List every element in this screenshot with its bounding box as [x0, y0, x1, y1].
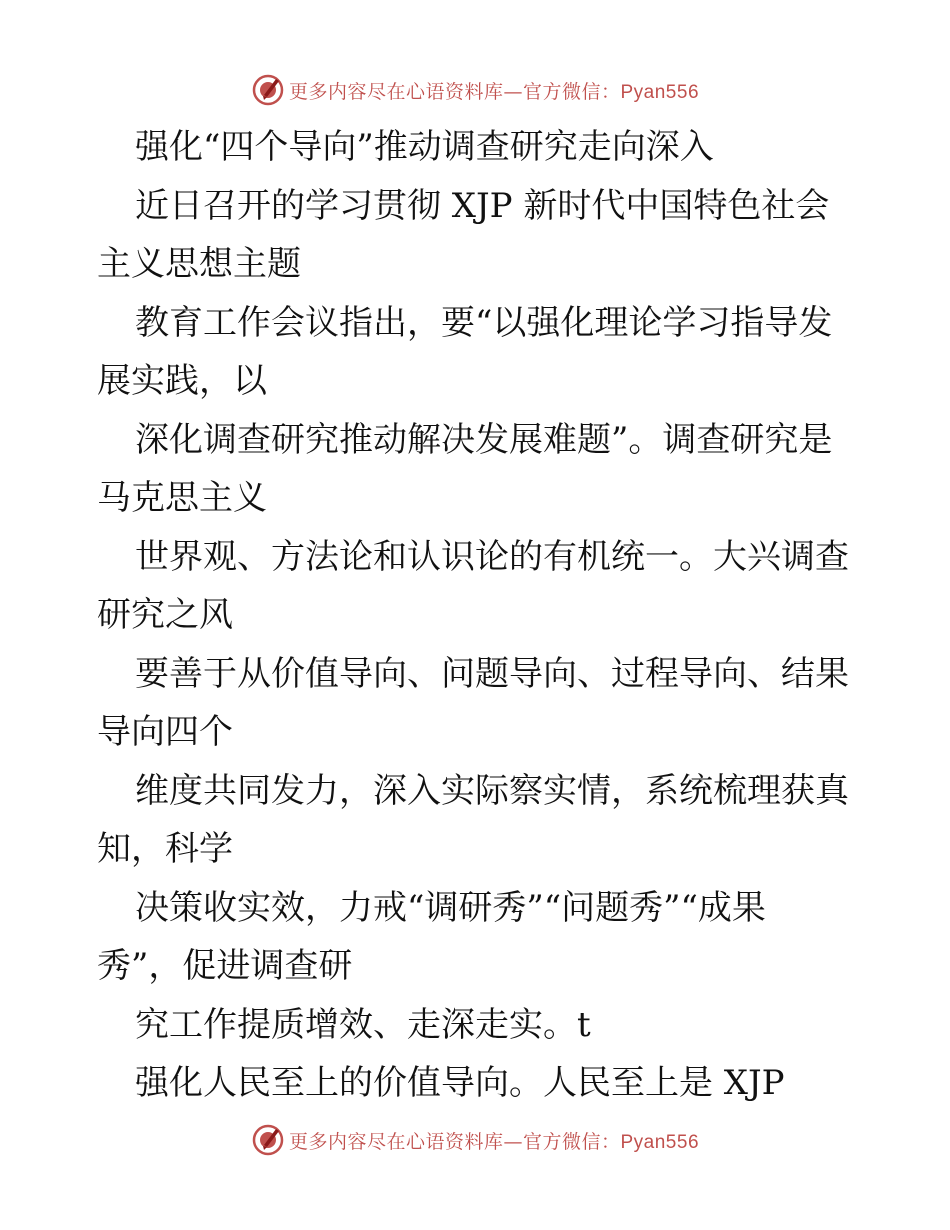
text-line: 强化人民至上的价值导向。人民至上是 XJP — [135, 1063, 785, 1103]
text-line: 究工作提质增效、走深走实。t — [135, 1004, 591, 1045]
text-line: 展实践，以 — [97, 361, 267, 401]
brand-logo-icon — [251, 1123, 285, 1157]
text-line: 决策收实效，力戒“调研秀”“问题秀”“成果 — [135, 887, 766, 928]
text-line: 教育工作会议指出，要“以强化理论学习指导发 — [135, 302, 833, 343]
banner-text — [289, 77, 699, 104]
banner-handle: Pyan556 — [620, 81, 700, 103]
header-banner — [0, 70, 950, 110]
text-line: 近日召开的学习贯彻 XJP 新时代中国特色社会 — [135, 185, 830, 226]
text-line: 要善于从价值导向、问题导向、过程导向、结果 — [135, 653, 849, 694]
text-line: 知，科学 — [97, 829, 233, 869]
document-body — [97, 118, 857, 1113]
banner-prefix: 更多内容尽在心语资料库—官方微信： — [288, 80, 621, 103]
text-line: 导向四个 — [97, 712, 233, 752]
footer-banner — [0, 1120, 950, 1160]
banner-prefix: 更多内容尽在心语资料库—官方微信： — [288, 1130, 621, 1153]
text-line: 深化调查研究推动解决发展难题”。调查研究是 — [135, 419, 833, 460]
text-line: 主义思想主题 — [97, 244, 301, 284]
text-line: 研究之风 — [97, 595, 233, 635]
text-line: 马克思主义 — [97, 478, 267, 518]
text-line: 强化“四个导向”推动调查研究走向深入 — [135, 127, 714, 167]
text-line: 维度共同发力，深入实际察实情，系统梳理获真 — [135, 770, 849, 811]
banner-handle: Pyan556 — [620, 1131, 700, 1153]
brand-logo-icon — [251, 73, 285, 107]
text-line: 世界观、方法论和认识论的有机统一。大兴调查 — [135, 536, 849, 577]
text-line: 秀”，促进调查研 — [97, 946, 353, 986]
banner-text — [289, 1127, 699, 1154]
